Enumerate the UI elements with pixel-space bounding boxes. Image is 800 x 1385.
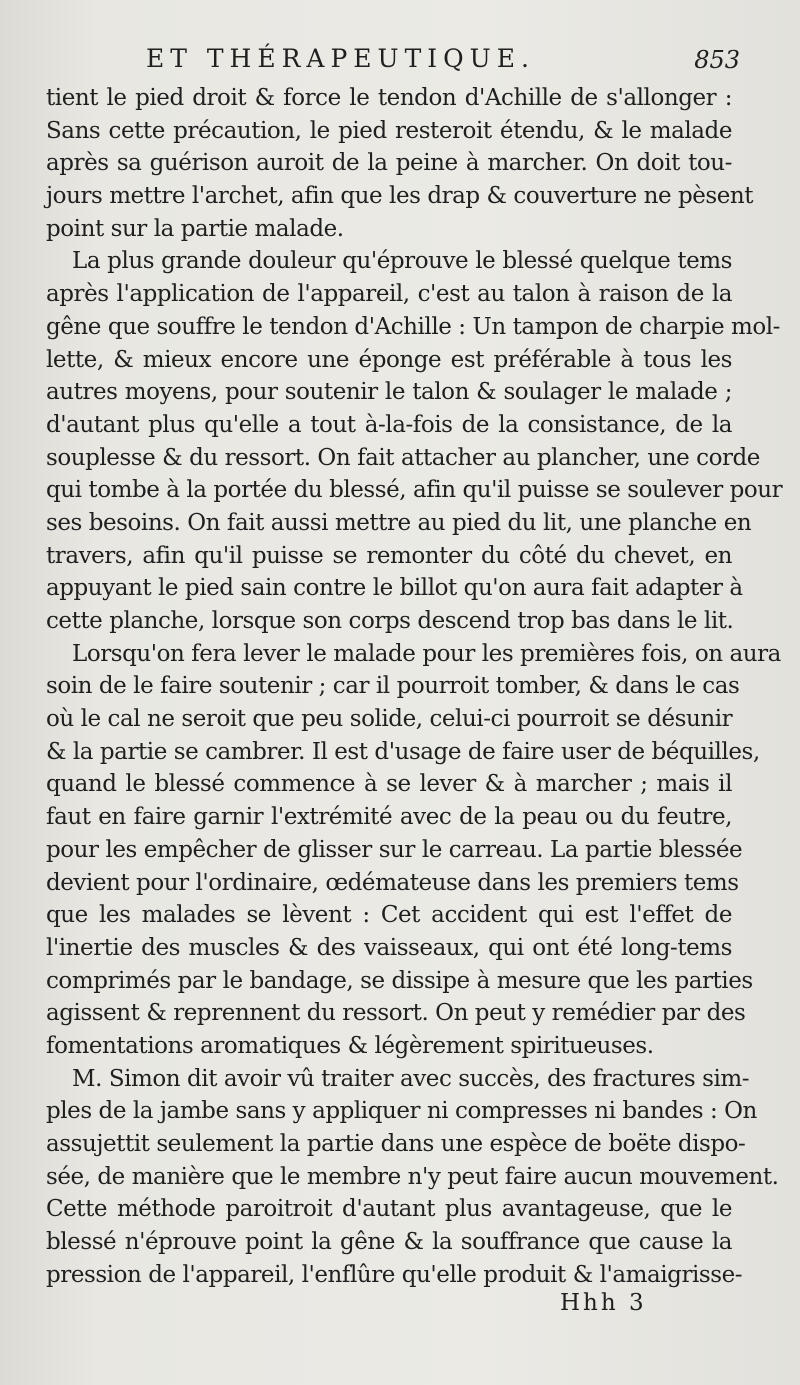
text-line: gêne que souffre le tendon d'Achille : Un tampon de charpie mol-	[46, 313, 780, 340]
text-line: soin de le faire soutenir ; car il pourroit tomber, & dans le cas	[46, 673, 740, 700]
page-number: 853	[694, 46, 740, 74]
text-line: autres moyens, pour soutenir le talon & soulager le malade ;	[46, 379, 732, 406]
text-line: lette, & mieux encore une éponge est préférable à tous les	[46, 346, 732, 373]
text-line: Sans cette précaution, le pied resteroit étendu, & le malade	[46, 117, 732, 144]
paragraph	[46, 82, 754, 245]
text-line: l'inertie des muscles & des vaisseaux, qui ont été long-tems	[46, 934, 732, 961]
paragraph	[46, 638, 781, 1063]
running-title: ET THÉRAPEUTIQUE.	[146, 44, 535, 73]
text-line: devient pour l'ordinaire, œdémateuse dans les premiers tems	[46, 869, 739, 896]
text-line: travers, afin qu'il puisse se remonter du côté du chevet, en	[46, 542, 732, 569]
text-line: & la partie se cambrer. Il est d'usage de faire user de béquilles,	[46, 738, 760, 765]
text-line: cette planche, lorsque son corps descend trop bas dans le lit.	[46, 608, 734, 634]
text-line: pression de l'appareil, l'enflûre qu'elle produit & l'amaigrisse-	[46, 1261, 743, 1288]
text-line: ses besoins. On fait aussi mettre au pied du lit, une planche en	[46, 509, 752, 536]
text-line: jours mettre l'archet, afin que les drap & couverture ne pèsent	[46, 183, 754, 210]
text-line: Lorsqu'on fera lever le malade pour les premières fois, on aura	[72, 640, 781, 667]
paragraph	[46, 1063, 779, 1292]
text-line: sée, de manière que le membre n'y peut faire aucun mouvement.	[46, 1163, 779, 1190]
text-line: que les malades se lèvent : Cet accident qui est l'effet de	[46, 902, 732, 929]
signature-mark: Hhh 3	[560, 1290, 647, 1316]
text-line: M. Simon dit avoir vû traiter avec succès, des fractures sim-	[72, 1065, 750, 1092]
text-line: après l'application de l'appareil, c'est au talon à raison de la	[46, 281, 732, 308]
text-line: d'autant plus qu'elle a tout à-la-fois de la consistance, de la	[46, 411, 732, 438]
page-body	[46, 82, 783, 1291]
text-line: blessé n'éprouve point la gêne & la souffrance que cause la	[46, 1229, 732, 1256]
text-line: La plus grande douleur qu'éprouve le blessé quelque tems	[72, 248, 732, 275]
text-line: comprimés par le bandage, se dissipe à mesure que les parties	[46, 967, 753, 994]
text-line: ples de la jambe sans y appliquer ni compresses ni bandes : On	[46, 1098, 757, 1125]
text-line: assujettit seulement la partie dans une espèce de boëte dispo-	[46, 1131, 746, 1157]
text-line: fomentations aromatiques & légèrement spiritueuses.	[46, 1032, 654, 1059]
text-line: Cette méthode paroitroit d'autant plus avantageuse, que le	[46, 1196, 732, 1223]
text-line: souplesse & du ressort. On fait attacher au plancher, une corde	[46, 444, 760, 471]
text-line: faut en faire garnir l'extrémité avec de la peau ou du feutre,	[46, 804, 732, 831]
text-line: agissent & reprennent du ressort. On peut y remédier par des	[46, 1000, 746, 1027]
page-header	[46, 44, 740, 80]
text-line: qui tombe à la portée du blessé, afin qu'il puisse se soulever pour	[46, 477, 783, 504]
text-line: point sur la partie malade.	[46, 215, 344, 242]
text-line: appuyant le pied sain contre le billot qu'on aura fait adapter à	[46, 575, 743, 602]
text-line: après sa guérison auroit de la peine à marcher. On doit tou-	[46, 150, 732, 177]
text-line: pour les empêcher de glisser sur le carreau. La partie blessée	[46, 836, 743, 863]
paragraph	[46, 245, 783, 637]
text-line: où le cal ne seroit que peu solide, celui-ci pourroit se désunir	[46, 706, 733, 733]
text-line: quand le blessé commence à se lever & à marcher ; mais il	[46, 771, 732, 798]
text-line: tient le pied droit & force le tendon d'Achille de s'allonger :	[46, 85, 732, 111]
